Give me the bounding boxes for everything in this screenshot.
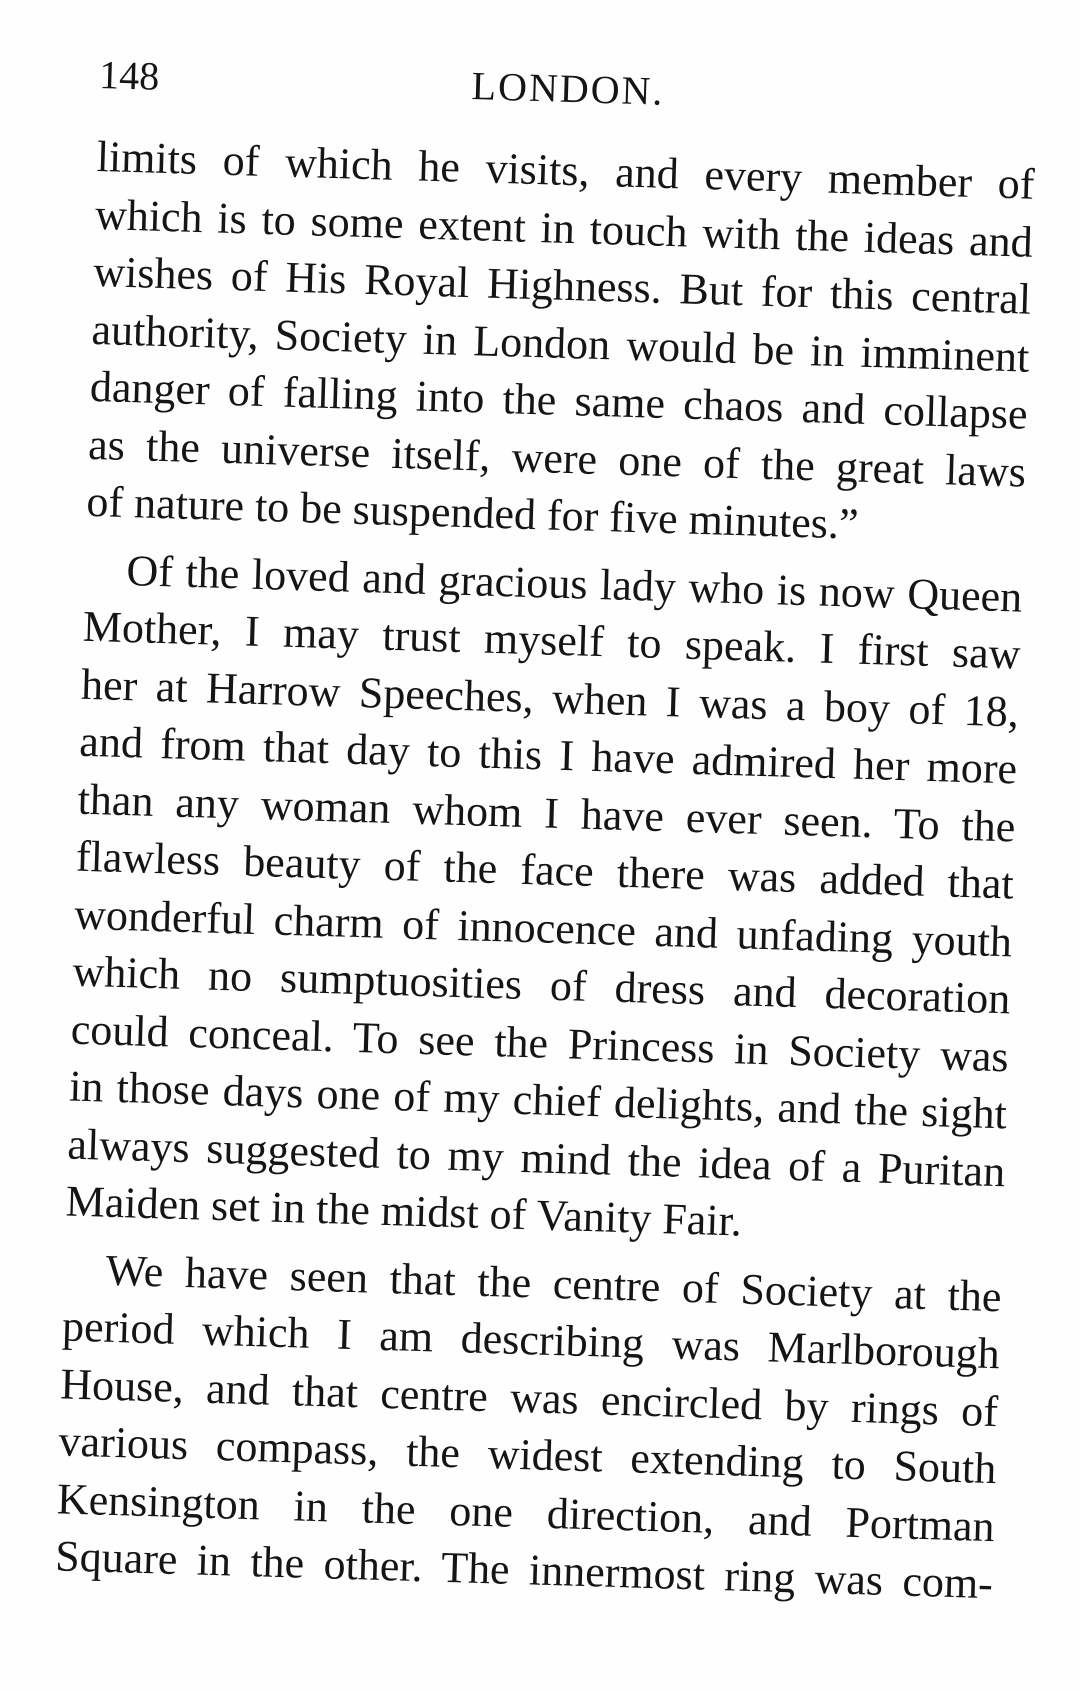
text-line: than any woman whom I have ever seen. To the [77, 774, 1017, 851]
text-line: period which I am describing was Marlborough [61, 1301, 1001, 1379]
text-line: House, and that centre was encircled by rings of [59, 1358, 999, 1436]
text-line: could conceal. To see the Princess in Society was [70, 1004, 1010, 1081]
page-number: 148 [98, 51, 160, 99]
page-header [99, 50, 1038, 128]
text-line: Of the loved and gracious lady who is now Queen [125, 545, 1023, 622]
text-line: in those days one of my chief delights, and the sight [68, 1061, 1008, 1139]
text-line: flawless beauty of the face there was added that [75, 831, 1015, 909]
text-line: as the universe itself, were one of the great laws [87, 419, 1027, 497]
text-line: authority, Society in London would be in imminent [90, 304, 1031, 382]
text-line: of nature to be suspended for five minutes.” [85, 476, 860, 549]
text-line: limits of which he visits, and every member of [96, 131, 1036, 209]
text-line: danger of falling into the same chaos and collapse [89, 361, 1029, 439]
text-line: wishes of His Royal Highness. But for this central [92, 246, 1032, 324]
text-line: Square in the other. The innermost ring was com- [54, 1531, 994, 1609]
text-line: various compass, the widest extending to South [57, 1416, 998, 1494]
text-line: which no sumptuosities of dress and decoration [71, 946, 1011, 1024]
text-line: Mother, I may trust myself to speak. I first saw [82, 601, 1022, 679]
paragraph [65, 540, 1023, 1258]
text-line: Kensington in the one direction, and Portman [56, 1473, 996, 1551]
text-line: always suggested to my mind the idea of a Puritan [66, 1119, 1006, 1196]
paragraph [54, 1240, 1002, 1613]
text-line: and from that day to this I have admired her more [78, 716, 1018, 794]
page-content [54, 50, 1037, 1613]
running-title: LONDON. [471, 63, 666, 114]
text-line: wonderful charm of innocence and unfading youth [73, 889, 1013, 966]
body-text [54, 128, 1035, 1613]
text-line: her at Harrow Speeches, when I was a boy of 18, [80, 659, 1020, 737]
text-line: Maiden set in the midst of Vanity Fair. [65, 1176, 743, 1246]
text-line: We have seen that the centre of Society at the [105, 1245, 1003, 1321]
paragraph [86, 128, 1036, 558]
text-line: which is to some extent in touch with the ideas and [94, 189, 1034, 267]
